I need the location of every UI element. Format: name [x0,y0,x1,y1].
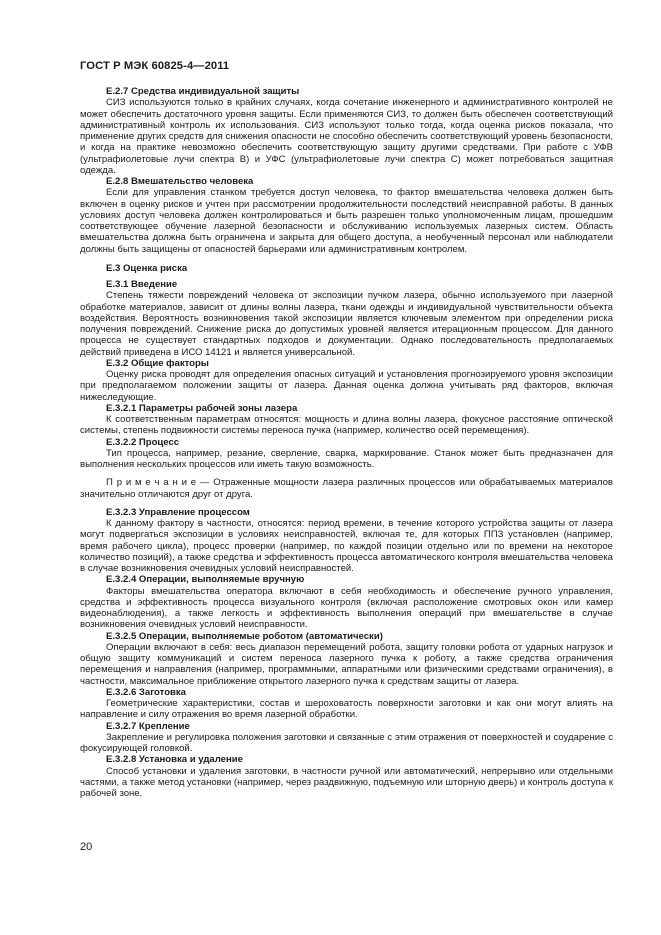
heading-e32: Е.3.2 Общие факторы [106,357,209,369]
paragraph-e32: Оценку риска проводят для определения опасных ситуаций и установления прогнозируемого уровня экспозиции при предполагаемом положении защиты от лазера. Данная оценка должна учитывать ряд факторов, включая нижеследующие. [80,369,613,403]
heading-e31: Е.3.1 Введение [106,279,178,290]
page-header: ГОСТ Р МЭК 60825-4—2011 [80,60,230,72]
note-text: — Отраженные мощности лазера различных процессов или обрабатываемых материалов значительно отличаются друг от друга. [80,477,613,500]
heading-e326: Е.3.2.6 Заготовка [106,686,186,698]
paragraph-e28: Если для управления станком требуется доступ человека, то фактор вмешательства человека должен быть включен в оценку рисков и учтен при рассмотрении продолжительности последствий неисправной работы. В данных условиях доступ человека должен контролироваться и быть разрешен только уполномоченным лицам, прошедшим соответствующее обучение лазерной безопасности и обслуживанию используемых лазерных систем. Область вмешательства должна быть ограничена и закрыта для общего доступа, а необученный персонал или наблюдатели должны быть защищены от опасностей барьерами или административным контролем. [80,187,613,255]
note-e322 [80,477,613,500]
page-content [80,86,613,799]
note-label: П р и м е ч а н и е [106,477,197,489]
paragraph-e322: Тип процесса, например, резание, сверление, сварка, маркирование. Станок может быть предназначен для выполнения нескольких процессов или иметь такую возможность. [80,447,613,470]
paragraph-e325: Операции включают в себя: весь диапазон перемещений робота, защиту головки робота от ударных нагрузок и общую защиту коммуникаций и систем переноса лазерного пучка к роботу, а также средства ограничения перемещения и направления (например, программными, аппаратными или физическими средствами ограничения), в частности, максимальное приближение открытого лазерного пучка к средствам защиты от лазера. [80,641,613,687]
paragraph-e324: Факторы вмешательства оператора включают в себя необходимость и обеспечение ручного управления, средства и эффективность процесса визуального контроля (включая расположение смотровых окон или камер видеонаблюдения), а также легкость и эффективность выполнения операций при вмешательстве в случае возникновения очевидных условий неисправности. [80,585,613,631]
heading-e325: Е.3.2.5 Операции, выполняемые роботом (автоматически) [106,630,383,642]
heading-e3: Е.3 Оценка риска [106,262,188,274]
heading-e321: Е.3.2.1 Параметры рабочей зоны лазера [106,402,298,414]
paragraph-e31: Степень тяжести повреждений человека от экспозиции пучком лазера, обычно используемого при лазерной обработке материалов, зависит от длины волны лазера, ткани одежды и индивидуальной чувствительности объекта воздействия. Вероятность возникновения такой экспозиции является ключевым элементом при определении риска получения повреждений. Снижение риска до допустимых уровней является итерационным процессом. Для данного процесса не существует стандартных подходов и документации. Однако последовательность предполагаемых действий приведена в ИСО 14121 и является универсальной. [80,290,613,358]
paragraph-e328: Способ установки и удаления заготовки, в частности ручной или автоматический, непрерывно или отдельными частями, а также метод установки (например, через раздвижную, подъемную или шторную дверь) и контроль доступа к рабочей зоне. [80,765,613,799]
heading-e327: Е.3.2.7 Крепление [106,720,190,732]
paragraph-e321: К соответственным параметрам относятся: мощность и длина волны лазера, фокусное расстояние оптической системы, степень подвижности системы переноса пучка (например, количество осей перемещения). [80,414,613,437]
heading-e328: Е.3.2.8 Установка и удаление [106,754,243,766]
heading-e324: Е.3.2.4 Операции, выполняемые вручную [106,574,305,586]
paragraph-e27: СИЗ используются только в крайних случаях, когда сочетание инженерного и административного контролей не может обеспечить достаточного уровня защиты. Если применяются СИЗ, то должен быть обеспечен соответствующий административный контроль их использования. СИЗ используют только тогда, когда оценка рисков показала, что применение других средств для снижения опасности не способно обеспечить соответствующий уровень безопасности, и когда на практике невозможно обеспечить соответствующую защиту другими средствами. При работе с УФВ (ультрафиолетовые лучи спектра В) и УФС (ультрафиолетовые лучи спектра С) может потребоваться защитная одежда. [80,97,613,176]
heading-e322: Е.3.2.2 Процесс [106,436,180,448]
paragraph-e327: Закрепление и регулировка положения заготовки и связанные с этим отражения от поверхностей и соударение с фокусирующей головкой. [80,731,613,754]
heading-e323: Е.3.2.3 Управление процессом [106,506,250,518]
page-number: 20 [80,841,93,853]
heading-e28: Е.2.8 Вмешательство человека [106,176,254,187]
paragraph-e326: Геометрические характеристики, состав и шероховатость поверхности заготовки и как они могут влиять на направление и силу отражения во время лазерной обработки. [80,698,613,721]
paragraph-e323: К данному фактору в частности, относятся: период времени, в течение которого устройства защиты от лазера могут подвергаться экспозиции в условиях неисправностей, включая те, для которых ППЗ установлен (например, время рабочего цикла), процесс проверки (например, по каждой позиции отдельно или по времени на некоторое количество позиций), а также средства и эффективность процесса автоматического контроля вмешательства человека в случае возникновения очевидных условий неисправностей. [80,518,613,574]
heading-e27: Е.2.7 Средства индивидуальной защиты [106,86,300,97]
